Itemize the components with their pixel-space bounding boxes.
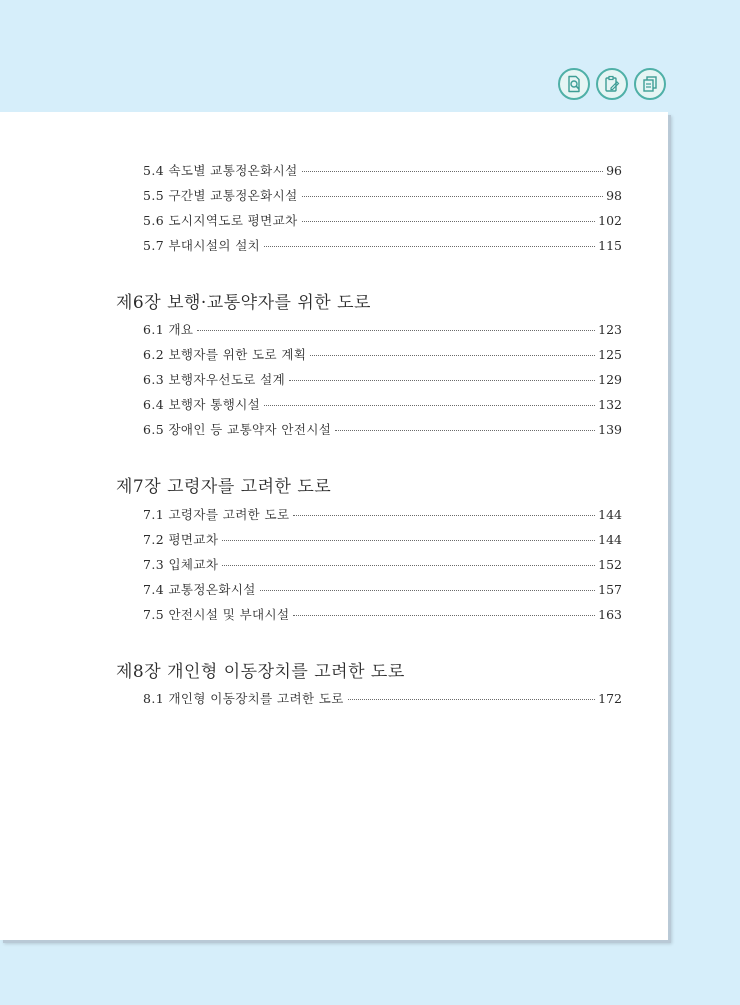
- toc-entry-page: 102: [598, 213, 622, 228]
- toc-entry-label: 6.2 보행자를 위한 도로 계획: [143, 347, 307, 362]
- toc-entry-label: 7.5 안전시설 및 부대시설: [143, 607, 290, 622]
- toc-entry-label: 5.6 도시지역도로 평면교차: [143, 213, 298, 228]
- dot-leader: [302, 221, 596, 222]
- search-document-icon[interactable]: [558, 68, 590, 100]
- toc-entry-page: 125: [598, 347, 622, 362]
- toc-entry-label: 6.4 보행자 통행시설: [143, 397, 261, 412]
- toc-entry-label: 7.1 고령자를 고려한 도로: [143, 507, 290, 522]
- toc-entry-label: 8.1 개인형 이동장치를 고려한 도로: [143, 691, 344, 706]
- toc-entry[interactable]: [143, 320, 622, 338]
- toc-entry-page: 132: [598, 397, 622, 412]
- dot-leader: [310, 355, 595, 356]
- toc-entry[interactable]: [143, 505, 622, 523]
- toc-page: [0, 112, 668, 940]
- toc-entry-page: 123: [598, 322, 622, 337]
- toc-entry[interactable]: [143, 161, 622, 179]
- toc-entry-page: 163: [598, 607, 622, 622]
- toc-entry[interactable]: [143, 580, 622, 598]
- toc-entry-page: 144: [598, 532, 622, 547]
- toc-entry-label: 6.5 장애인 등 교통약자 안전시설: [143, 422, 332, 437]
- toc-entry-label: 6.1 개요: [143, 322, 194, 337]
- dot-leader: [293, 515, 595, 516]
- toc-entry[interactable]: [143, 555, 622, 573]
- dot-leader: [264, 246, 595, 247]
- toc-entry-label: 6.3 보행자우선도로 설계: [143, 372, 286, 387]
- toc-entry-page: 157: [598, 582, 622, 597]
- toc-entry-label: 5.5 구간별 교통정온화시설: [143, 188, 298, 203]
- dot-leader: [302, 196, 604, 197]
- toc-entry-page: 172: [598, 691, 622, 706]
- toc-entry-page: 139: [598, 422, 622, 437]
- toc-entry-label: 5.7 부대시설의 설치: [143, 238, 261, 253]
- toc-entry-page: 152: [598, 557, 622, 572]
- dot-leader: [197, 330, 595, 331]
- dot-leader: [302, 171, 604, 172]
- toc-entry-label: 7.4 교통정온화시설: [143, 582, 256, 597]
- toc-entry-page: 115: [598, 238, 622, 253]
- toc-entry[interactable]: [143, 395, 622, 413]
- dot-leader: [264, 405, 595, 406]
- dot-leader: [222, 565, 595, 566]
- toc-entry[interactable]: [143, 530, 622, 548]
- toc-entry-page: 129: [598, 372, 622, 387]
- toc-entry[interactable]: [143, 689, 622, 707]
- toc-entry[interactable]: [143, 605, 622, 623]
- dot-leader: [289, 380, 595, 381]
- toc-entry-page: 144: [598, 507, 622, 522]
- dot-leader: [260, 590, 595, 591]
- toc-entry-label: 5.4 속도별 교통정온화시설: [143, 163, 298, 178]
- toc-entry-page: 98: [606, 188, 622, 203]
- toc-entry-label: 7.2 평면교차: [143, 532, 219, 547]
- toc-entry[interactable]: [143, 236, 622, 254]
- toc-entry[interactable]: [143, 345, 622, 363]
- toolbar: [558, 68, 666, 100]
- toc-entry-page: 96: [606, 163, 622, 178]
- chapter-title[interactable]: 제7장 고령자를 고려한 도로: [116, 477, 332, 497]
- toc-entry[interactable]: [143, 420, 622, 438]
- toc-entry[interactable]: [143, 370, 622, 388]
- dot-leader: [348, 699, 595, 700]
- dot-leader: [335, 430, 595, 431]
- chapter-title[interactable]: 제8장 개인형 이동장치를 고려한 도로: [116, 662, 405, 682]
- copy-document-icon[interactable]: [634, 68, 666, 100]
- dot-leader: [293, 615, 595, 616]
- dot-leader: [222, 540, 595, 541]
- toc-entry[interactable]: [143, 186, 622, 204]
- chapter-title[interactable]: 제6장 보행·교통약자를 위한 도로: [116, 293, 371, 313]
- toc-entry[interactable]: [143, 211, 622, 229]
- edit-document-icon[interactable]: [596, 68, 628, 100]
- toc-entry-label: 7.3 입체교차: [143, 557, 219, 572]
